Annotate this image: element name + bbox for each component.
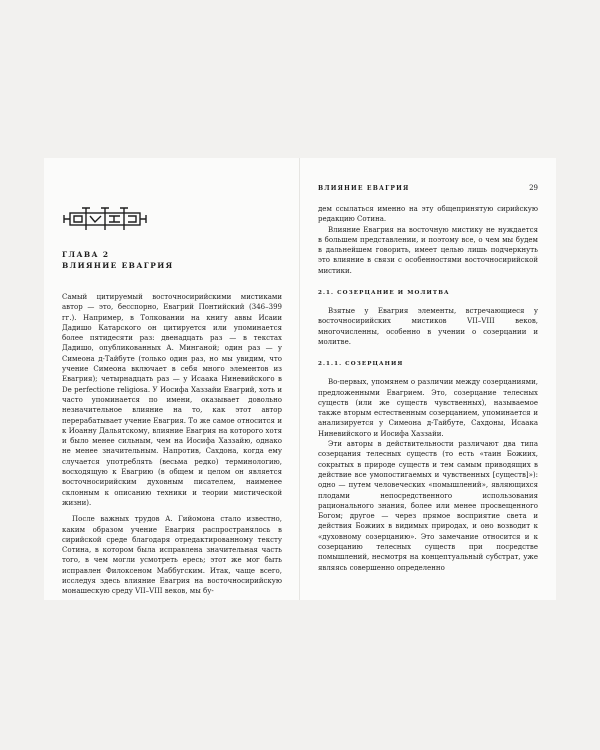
left-body-text <box>62 292 282 597</box>
paragraph: Самый цитируемый восточносирийскими мистиками автор — это, бесспорно, Евагрий Понтийский (346–399 гг.). Например, в Толковании на книгу аввы Исаии Дадишо Катарского он цитируется или упоминается более пятидесяти раз: двенадцать раз — в текстах Дадишо, опубликованных А. Минганой; один раз — у Симеона д-Тайбуте (только один раз, но мы увидим, что учение Симеона включает в себя много элементов из Евагрия); четырнадцать раз — у Исаака Ниневийского в De perfectione religiosa. У Иосифа Хаззайи Евагрий, хоть и часто упоминается по имени, оказывает довольно незначительное влияние на то, как этот автор перерабатывает учение Евагрия. То же самое относится и к Иоанну Дальятскому, влияние Евагрия на которого хотя и было менее сильным, чем на Иосифа Хаззайю, однако не менее значительным. Напротив, Сахдона, когда ему случается употреблять (весьма редко) терминологию, восходящую к Евагрию (в общем и целом он является восточносирийским духовным писателем, наименее склонным к описанию техники и теории мистической жизни). <box>62 293 282 507</box>
ornament-icon <box>62 206 148 232</box>
paragraph: Во-первых, упомянем о различии между созерцаниями, предложенными Евагрием. Это, созерцание телесных существ (или же существ чувственных), называемое также вторым естественным созерцанием, упоминается и анализируется у Симеона д-Тайбуте, Сахдоны, Исаака Ниневийского и Иосифа Хаззайи. <box>318 378 538 438</box>
subsection-heading: 2.1.1. СОЗЕРЦАНИЯ <box>318 361 404 368</box>
running-head-title: ВЛИЯНИЕ ЕВАГРИЯ <box>318 185 410 192</box>
left-page <box>44 158 300 600</box>
chapter-title: ВЛИЯНИЕ ЕВАГРИЯ <box>62 261 174 270</box>
running-head <box>318 184 538 192</box>
page-number: 29 <box>529 184 538 192</box>
paragraph: Влияние Евагрия на восточную мистику не нуждается в большем представлении, и поэтому все, о чем мы будем в дальнейшем говорить, имеет целью лишь подчеркнуть это влияние в связи с особенностями восточносирийской мистики. <box>318 225 538 275</box>
section-heading: 2.1. СОЗЕРЦАНИЕ И МОЛИТВА <box>318 290 450 297</box>
paragraph: После важных трудов А. Гийомона стало известно, каким образом учение Евагрия распространялось в сирийской среде благодаря отредактированному тексту Сотина, в котором была исправлена значительная часть того, в чем могли усмотреть ересь; этот же мог быть исправлен Филоксеном Маббугским. Итак, чаще всего, исследуя здесь влияние Евагрия на восточносирийскую монашескую среду VII–VIII веков, мы бу- <box>62 515 282 596</box>
paragraph: Эти авторы в действительности различают два типа созерцания телесных существ (то есть «таин Божиих, сокрытых в природе существ и тем самым приводящих в действие все умопостигаемых и чувственных [существ]»): одно — путем человеческих «помышлений», являющихся плодами непосредственного использования рационального знания, более или менее просвещенного Богом; другое — через прямое восприятие света и действия Божиих в видимых природах, и оно возводит к «духовному созерцанию». Это замечание относится и к созерцанию телесных существ при посредстве помышлений, несмотря на концептуальный субстрат, уже являясь совершенно определенно <box>318 440 538 572</box>
right-page <box>300 158 556 600</box>
chapter-number: ГЛАВА 2 <box>62 250 110 259</box>
paragraph: Взятые у Евагрия элементы, встречающиеся у восточносирийских мистиков VII–VIII веков, многочисленны, особенно в учении о созерцании и молитве. <box>318 307 538 346</box>
paragraph: дем ссылаться именно на эту общепринятую сирийскую редакцию Сотина. <box>318 205 538 224</box>
